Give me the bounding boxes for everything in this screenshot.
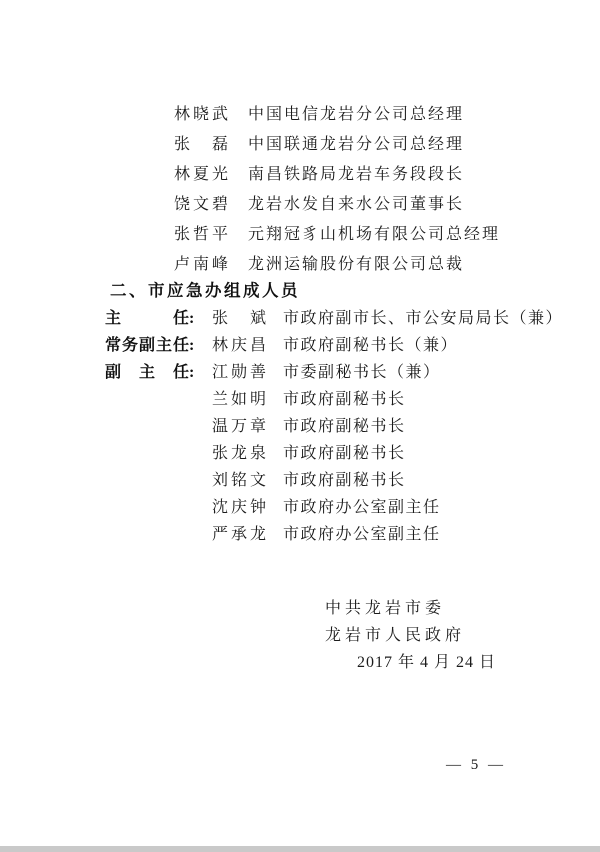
signature-block [325,593,600,674]
person-title: 市政府副秘书长（兼） [283,337,459,354]
scan-bottom-edge [0,846,600,852]
person-name: 刘 铭 文 [212,472,266,489]
page-number: — 5 — [446,757,506,773]
person-name: 张 斌 [212,310,266,327]
appointment-row [0,357,600,384]
member-row [0,217,600,247]
person-name: 饶 文 碧 [174,195,228,213]
member-row [0,97,600,127]
person-title: 市政府副市长、市公安局局长（兼） [283,310,564,327]
appointment-row [0,465,600,492]
person-title: 市政府办公室副主任 [283,499,441,516]
person-title: 南昌铁路局龙岩车务段段长 [248,165,465,183]
person-name: 江 勋 善 [212,364,266,381]
person-title: 市政府副秘书长 [283,418,406,435]
member-list [0,0,600,277]
person-name: 沈 庆 钟 [212,499,266,516]
member-row [0,247,600,277]
person-name: 林 晓 武 [174,105,228,123]
person-title: 市政府副秘书长 [283,472,406,489]
role-label: 主 任 : [105,310,195,327]
appointment-row [0,384,600,411]
person-name: 林 夏 光 [174,165,228,183]
person-name: 卢 南 峰 [174,255,228,273]
signature-org-party: 中共龙岩市委 [325,600,446,617]
appointment-row [0,330,600,357]
person-title: 元翔冠豸山机场有限公司总经理 [248,225,501,243]
person-name: 林 庆 昌 [212,337,266,354]
person-title: 市委副秘书长（兼） [283,364,441,381]
person-title: 市政府副秘书长 [283,445,406,462]
member-row [0,157,600,187]
role-label: 副 主 任 : [105,364,195,381]
member-row [0,187,600,217]
appointment-list [0,303,600,546]
person-title: 市政府副秘书长 [283,391,406,408]
person-title: 龙岩水发自来水公司董事长 [248,195,465,213]
appointment-row [0,411,600,438]
person-name: 温 万 章 [212,418,266,435]
appointment-row [0,303,600,330]
person-title: 中国电信龙岩分公司总经理 [248,105,465,123]
appointment-row [0,438,600,465]
appointment-row [0,519,600,546]
person-title: 龙洲运输股份有限公司总裁 [248,255,465,273]
person-name: 张 磊 [174,135,228,153]
member-row [0,127,600,157]
role-label: 常 务 副 主 任 : [105,337,195,354]
person-title: 市政府办公室副主任 [283,526,441,543]
signature-date: 2017 年 4 月 24 日 [357,654,497,671]
appointment-row [0,492,600,519]
person-name: 严 承 龙 [212,526,266,543]
section-heading: 二、市应急办组成人员 [110,281,300,300]
person-name: 张 龙 泉 [212,445,266,462]
person-title: 中国联通龙岩分公司总经理 [248,135,465,153]
person-name: 兰 如 明 [212,391,266,408]
person-name: 张 哲 平 [174,225,228,243]
signature-org-government: 龙岩市人民政府 [325,627,466,644]
